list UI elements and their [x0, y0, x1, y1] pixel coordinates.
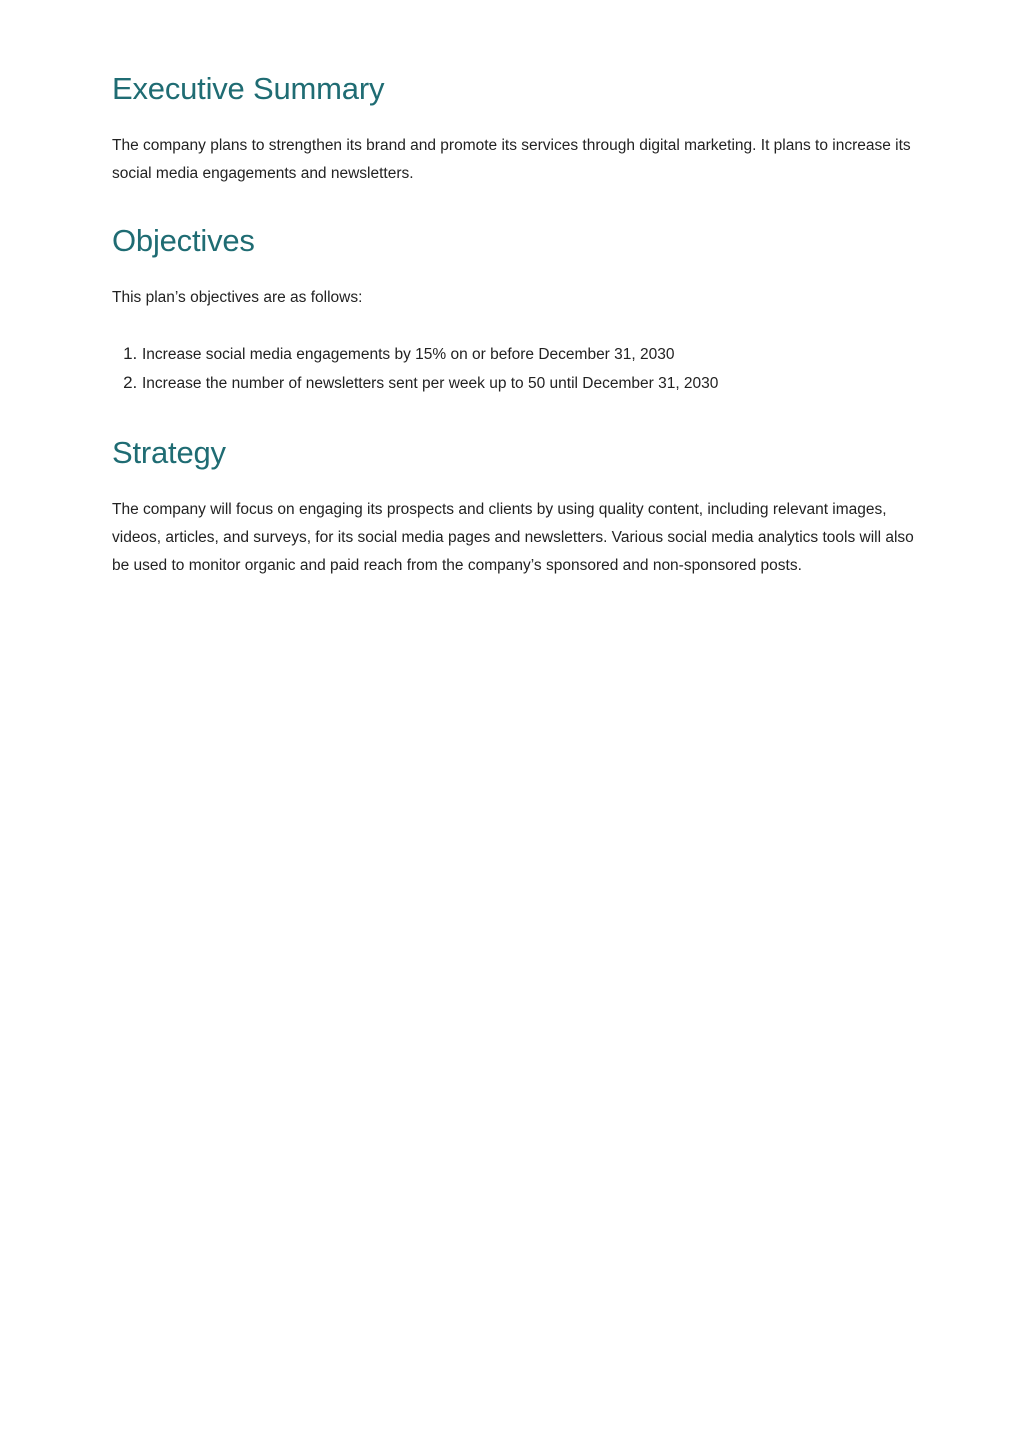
objectives-list [112, 340, 922, 398]
strategy-heading: Strategy [112, 435, 226, 470]
executive-summary-heading: Executive Summary [112, 71, 385, 106]
executive-summary-section [112, 68, 922, 188]
document-page [112, 68, 922, 580]
objectives-heading: Objectives [112, 223, 255, 258]
objectives-section [112, 220, 922, 398]
strategy-text: The company will focus on engaging its prospects and clients by using quality content, including relevant images, videos, articles, and surveys, for its social media pages and newsletters. Various social media analytics tools will also be used to monitor organic and paid reach from the company’s sponsored and non-sponsored posts. [112, 501, 914, 574]
strategy-section [112, 432, 922, 580]
objectives-intro: This plan’s objectives are as follows: [112, 289, 363, 306]
objective-item: 2. Increase the number of newsletters sent per week up to 50 until December 31, 2030 [142, 369, 922, 398]
executive-summary-text: The company plans to strengthen its brand and promote its services through digital marketing. It plans to increase its social media engagements and newsletters. [112, 137, 911, 182]
objective-item: 1. Increase social media engagements by 15% on or before December 31, 2030 [142, 340, 922, 369]
